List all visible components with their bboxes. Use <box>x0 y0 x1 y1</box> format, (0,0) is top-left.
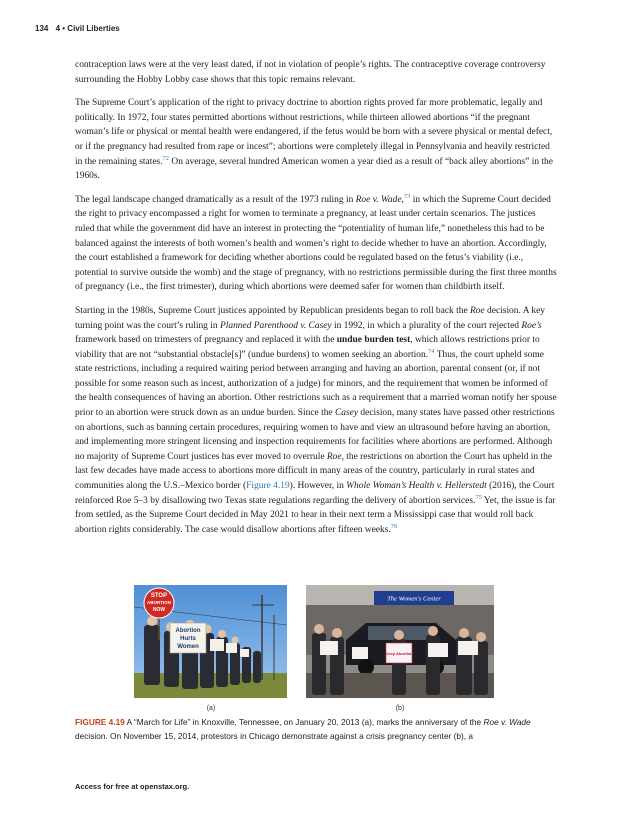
paragraph-3 <box>75 193 557 295</box>
case-roe: Roe <box>470 305 485 316</box>
p4-text-g: decision, many states have passed other restrictions on abortions, such as banning certain procedures, requiring women to have and view an ultrasound before having an abortion, and implementing more stringent licensing and inspection requirements for facilities where abortions are performed. Although no majority of Supreme Court justices has ever moved to overrule <box>75 408 555 462</box>
sign-abortion-text: ABORTION <box>147 600 171 605</box>
footnote-73-link[interactable]: 73 <box>403 192 411 200</box>
case-roe-v-wade: Roe v. Wade <box>355 194 402 205</box>
p4-text-a: Starting in the 1980s, Supreme Court justices appointed by Republican presidents began to roll back the <box>75 305 470 316</box>
sign-b-text: Keep Abortion <box>385 651 413 656</box>
p4-text-i: ). However, in <box>289 481 347 492</box>
figure-caption <box>75 716 557 744</box>
p4-text-h: , the restrictions on abortion the Court has upheld in the last few decades have made access to abortions more difficult in many areas of the country, particularly in rural states and communities along the U.S.–Mexico border ( <box>75 451 553 492</box>
sign-hurts-line-2: Hurts <box>180 636 196 642</box>
p4-text-j: (2016), the Court reinforced Roe 5–3 by disallowing two Texas state regulations regarding the delivery of abortion services. <box>75 481 555 506</box>
caption-text-a: A “March for Life” in Knoxville, Tennessee, on January 20, 2013 (a), marks the anniversary of the <box>124 717 484 727</box>
footnote-74-link[interactable]: 74 <box>428 347 435 355</box>
paragraph-1: contraception laws were at the very least dated, if not in violation of people’s rights. The contraceptive coverage controversy surrounding the Hobby Lobby case shows that this topic remains relevant. <box>75 60 546 85</box>
body-text <box>75 58 557 546</box>
footnote-75-link[interactable]: 75 <box>475 493 482 501</box>
paragraph-2 <box>75 96 557 184</box>
photo-b-illustration <box>306 585 494 698</box>
running-head <box>35 24 120 33</box>
p4-text-c: in 1992, in which a plurality of the court rejected <box>331 320 522 331</box>
photo-a-illustration <box>134 585 287 698</box>
abortion-hurts-women-sign <box>170 623 206 653</box>
page-number: 134 <box>35 24 49 33</box>
photo-march-for-life <box>134 585 287 698</box>
p3-text-a: The legal landscape changed dramatically as a result of the 1973 ruling in <box>75 194 356 205</box>
sign-now-text: NOW <box>152 607 166 613</box>
footnote-76-link[interactable]: 76 <box>390 522 398 530</box>
caption-case-roe: Roe v. Wade <box>483 717 531 727</box>
p4-text-e: , which allows restrictions prior to viability that are not “substantial obstacle[s]” (undue burdens) to women seeking an abortion. <box>75 335 540 360</box>
sign-hurts-line-3: Women <box>177 644 199 650</box>
subfigure-label-a: (a) <box>206 705 216 712</box>
sign-stop-text: STOP <box>150 593 168 599</box>
p4-text-k: Yet, the issue is far from settled, as the Supreme Court decided in May 2021 to hear in their next term a Mississippi case that would roll back abortion rights considerably. The case would disallow abortions after fifteen weeks. <box>75 495 556 535</box>
case-whole-womans-health: Whole Woman’s Health v. Hellerstedt <box>346 481 487 492</box>
case-roe-2: Roe <box>326 451 342 462</box>
keep-abortion-sign <box>385 643 413 663</box>
subfigure-label-b: (b) <box>395 705 405 712</box>
figure-4-19 <box>75 585 557 715</box>
p2-text-2: On average, several hundred American women a year died as a result of “back alley abortions” in the 1960s. <box>75 156 553 182</box>
footnote-72-link[interactable]: 72 <box>162 154 170 162</box>
p4-text-f: Thus, the court upheld some state restrictions, including a required waiting period between arranging and having an abortion, parental consent (or, if not possible for some reason such as incest, authorization of a judge) for minors, and the requirement that women be informed of the health consequences of having an abortion. Other restrictions such as a requirement that a married woman notify her spouse prior to an abortion were struck down as an undue burden. Since the <box>75 349 557 419</box>
caption-text-b: decision. On November 15, 2014, protestors in Chicago demonstrate against a crisis pregnancy center (b), a <box>75 730 473 741</box>
case-roes: Roe’s <box>521 320 542 331</box>
awning-text: The Women's Center <box>387 595 441 603</box>
chapter-title: 4 • Civil Liberties <box>55 24 120 33</box>
figure-4-19-link[interactable]: Figure 4.19 <box>246 481 290 492</box>
paragraph-4 <box>75 304 557 538</box>
page-footer: Access for free at openstax.org. <box>75 782 190 791</box>
photo-chicago-protest <box>306 585 494 698</box>
p3-text-b: in which the Supreme Court decided the right to privacy encompassed a right for women to terminate a pregnancy, at least under certain scenarios. The justices ruled that while the government did have an interest in protecting the “potentiality of human life,” nonetheless this had to be balanced against the interests of both women’s health and women’s right to decide whether to have an abortion. Accordingly, the court established a framework for deciding whether abortions could be regulated based on the fetus’s viability (i.e., potential to survive outside the womb) and the stage of pregnancy, with no restrictions permissible during the first three months of pregnancy (i.e., the first trimester), during which abortions were deemed safer for women than childbirth itself. <box>75 194 557 293</box>
key-term-undue-burden: undue burden test <box>336 335 411 346</box>
p4-text-d: framework based on trimesters of pregnancy and replaced it with the <box>75 335 337 346</box>
case-casey-2: Casey <box>334 408 359 419</box>
figure-label: FIGURE 4.19 <box>75 717 125 727</box>
womens-center-awning <box>374 591 454 605</box>
case-casey: Planned Parenthood v. Casey <box>219 320 332 331</box>
sign-hurts-line-1: Abortion <box>175 628 201 634</box>
p4-text-b: decision. A key turning point was the court’s ruling in <box>75 305 545 331</box>
p2-text: The Supreme Court’s application of the right to privacy doctrine to abortion rights proved far more problematic, legally and politically. In 1972, four states permitted abortions without restrictions, while thirteen allowed abortions “if the pregnant woman’s life or physical or mental health were endangered, if the fetus would be born with a severe physical or mental defect, or if the pregnancy had resulted from rape or incest”; abortions were completely illegal in Pennsylvania and heavily restricted in the remaining states. <box>75 98 553 167</box>
p3-comma: , <box>401 194 404 205</box>
